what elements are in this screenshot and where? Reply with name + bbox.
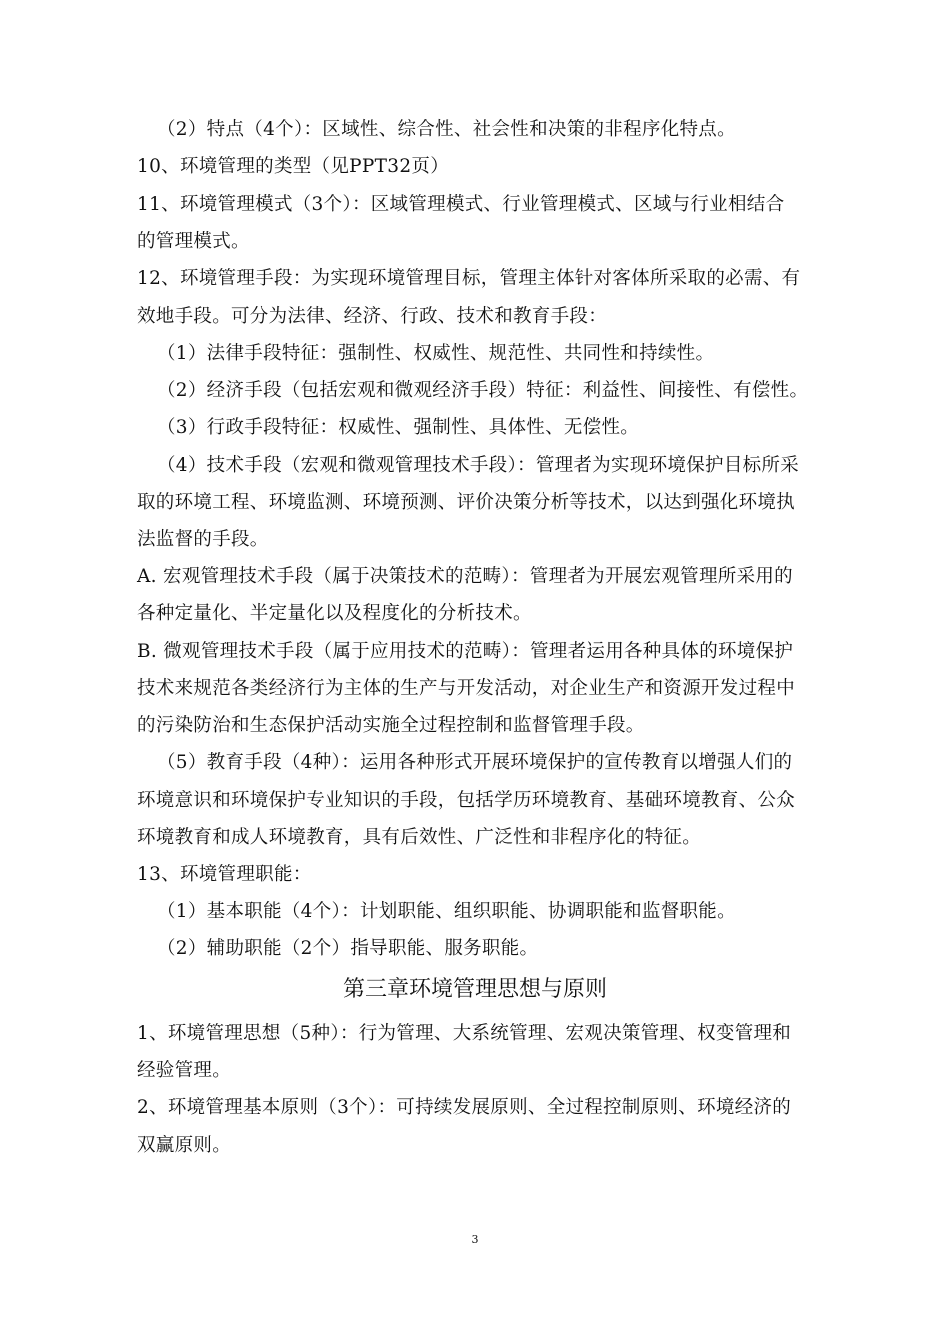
- text-line: 13、环境管理职能：: [137, 864, 312, 885]
- text-line: （2）特点（4个）：区域性、综合性、社会性和决策的非程序化特点。: [157, 119, 736, 140]
- chapter-heading: 第三章环境管理思想与原则: [342, 977, 607, 1002]
- text-line: （4）技术手段（宏观和微观管理技术手段）：管理者为实现环境保护目标所采: [157, 455, 800, 476]
- text-line: 技术来规范各类经济行为主体的生产与开发活动，对企业生产和资源开发过程中: [137, 678, 796, 699]
- text-line: 2、环境管理基本原则（3个）：可持续发展原则、全过程控制原则、环境经济的: [137, 1097, 792, 1118]
- text-line: （2）经济手段（包括宏观和微观经济手段）特征：利益性、间接性、有偿性。: [157, 380, 809, 401]
- text-line: 环境意识和环境保护专业知识的手段，包括学历环境教育、基础环境教育、公众: [137, 790, 796, 811]
- text-line: 的管理模式。: [137, 231, 250, 252]
- text-line: 经验管理。: [137, 1060, 232, 1081]
- text-line: 12、环境管理手段：为实现环境管理目标，管理主体针对客体所采取的必需、有: [137, 268, 801, 289]
- text-line: 10、环境管理的类型（见PPT32页）: [137, 156, 450, 177]
- text-line: （5）教育手段（4种）：运用各种形式开展环境保护的宣传教育以增强人们的: [157, 752, 793, 773]
- text-line: （3）行政手段特征：权威性、强制性、具体性、无偿性。: [157, 417, 640, 438]
- text-line: 环境教育和成人环境教育，具有后效性、广泛性和非程序化的特征。: [137, 827, 702, 848]
- text-line: 取的环境工程、环境监测、环境预测、评价决策分析等技术，以达到强化环境执: [137, 492, 796, 513]
- text-line: 1、环境管理思想（5种）：行为管理、大系统管理、宏观决策管理、权变管理和: [137, 1023, 792, 1044]
- page-number: 3: [471, 1233, 479, 1246]
- text-line: （2）辅助职能（2个）指导职能、服务职能。: [157, 938, 539, 959]
- text-line: （1）基本职能（4个）：计划职能、组织职能、协调职能和监督职能。: [157, 901, 736, 922]
- text-line: 的污染防治和生态保护活动实施全过程控制和监督管理手段。: [137, 715, 645, 736]
- text-line: A. 宏观管理技术手段（属于决策技术的范畴）：管理者为开展宏观管理所采用的: [137, 566, 793, 587]
- text-line: 11、环境管理模式（3个）：区域管理模式、行业管理模式、区域与行业相结合: [137, 194, 785, 215]
- text-line: B. 微观管理技术手段（属于应用技术的范畴）：管理者运用各种具体的环境保护: [137, 641, 794, 662]
- text-line: 效地手段。可分为法律、经济、行政、技术和教育手段：: [137, 306, 608, 327]
- text-line: 双赢原则。: [137, 1135, 232, 1156]
- text-line: （1）法律手段特征：强制性、权威性、规范性、共同性和持续性。: [157, 343, 715, 364]
- text-line: 法监督的手段。: [137, 529, 269, 550]
- text-line: 各种定量化、半定量化以及程度化的分析技术。: [137, 603, 532, 624]
